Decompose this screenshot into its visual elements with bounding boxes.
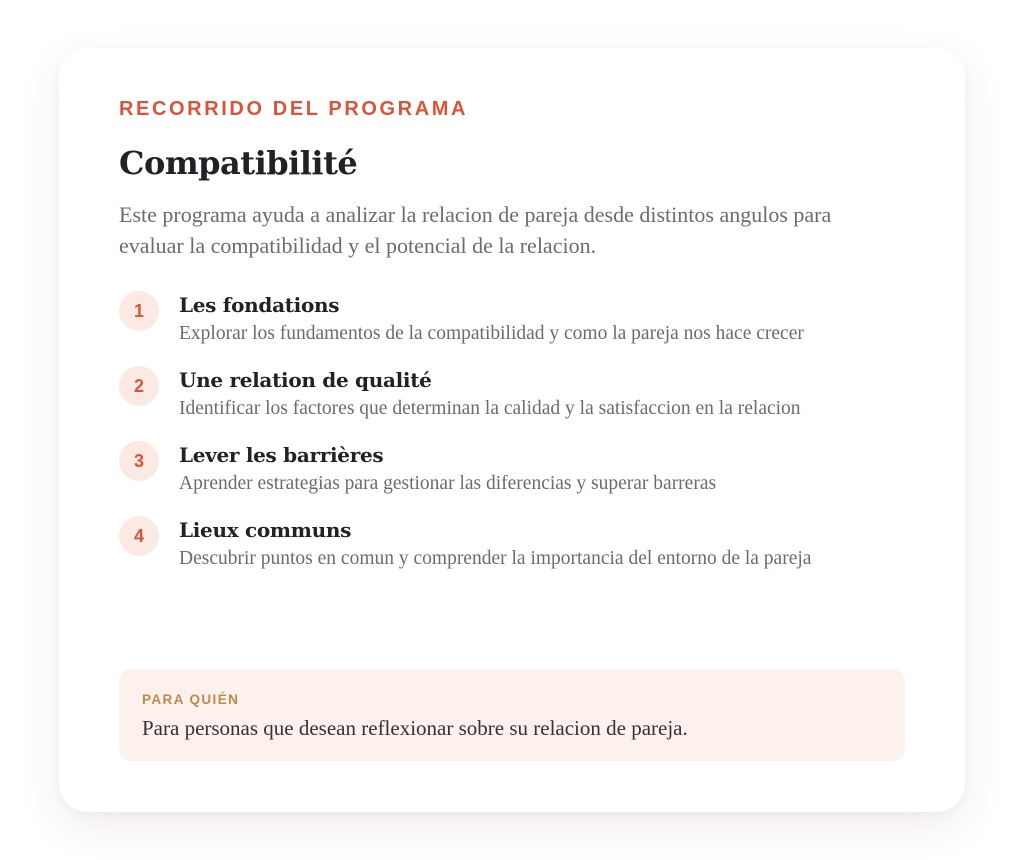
step-title: Lieux communs xyxy=(179,518,352,542)
step-number-badge: 2 xyxy=(119,366,159,406)
step-title: Les fondations xyxy=(179,293,340,317)
step-description: Explorar los fundamentos de la compatibilidad y como la pareja nos hace crecer xyxy=(179,323,804,344)
steps-list xyxy=(119,291,909,591)
program-card xyxy=(59,48,965,812)
section-kicker: RECORRIDO DEL PROGRAMA xyxy=(119,98,469,120)
program-title: Compatibilité xyxy=(119,144,358,182)
audience-callout xyxy=(119,669,905,761)
step-number-badge: 1 xyxy=(119,291,159,331)
step-number-badge: 4 xyxy=(119,516,159,556)
step-description: Identificar los factores que determinan la calidad y la satisfaccion en la relacion xyxy=(179,398,801,419)
audience-label: PARA QUIÉN xyxy=(142,692,240,707)
step-title: Lever les barrières xyxy=(179,443,384,467)
step-item xyxy=(119,366,909,423)
step-item xyxy=(119,291,909,348)
program-intro: Este programa ayuda a analizar la relacion de pareja desde distintos angulos para evaluar la compatibilidad y el potencial de la relacion. xyxy=(119,202,832,258)
audience-text: Para personas que desean reflexionar sobre su relacion de pareja. xyxy=(142,716,688,740)
step-item xyxy=(119,516,909,573)
step-item xyxy=(119,441,909,498)
step-description: Descubrir puntos en comun y comprender la importancia del entorno de la pareja xyxy=(179,548,812,569)
step-description: Aprender estrategias para gestionar las diferencias y superar barreras xyxy=(179,473,717,494)
step-number-badge: 3 xyxy=(119,441,159,481)
step-title: Une relation de qualité xyxy=(179,368,432,392)
